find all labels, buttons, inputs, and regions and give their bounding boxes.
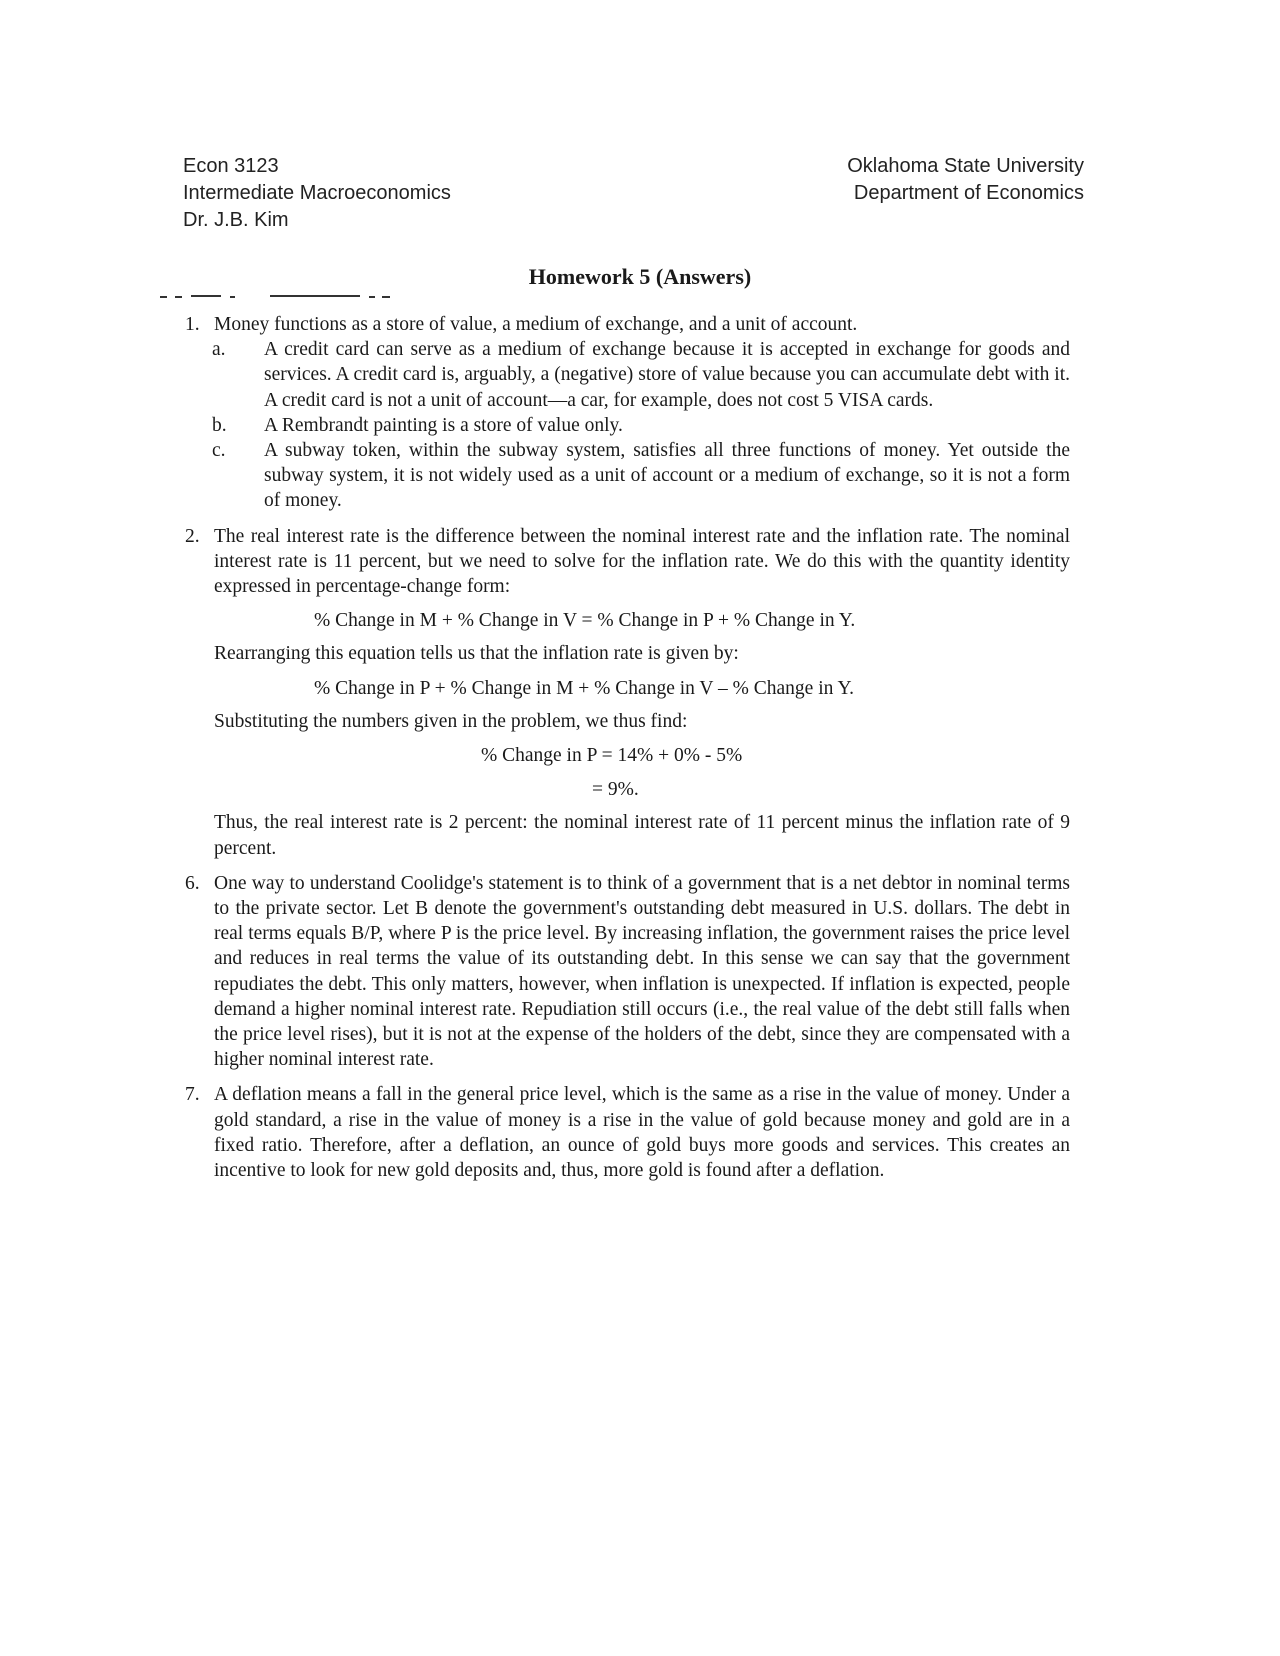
answer-text: One way to understand Coolidge's statement is to think of a government that is a net debtor in nominal terms to the private sector. Let B denote the government's outstanding debt measured in U.S. dollars. The debt in real terms equals B/P, where P is the price level. By increasing inflation, the government raises the price level and reduces in real terms the value of its outstanding debt. In this sense we can say that the government repudiates the debt. This only matters, however, when inflation is unexpected. If inflation is expected, people demand a higher nominal interest rate. Repudiation still occurs (i.e., the real value of the debt still falls when the price level rises), but it is not at the expense of the holders of the debt, since they are compensated with a higher nominal interest rate. xyxy=(214,872,1070,1071)
answer-text: A deflation means a fall in the general price level, which is the same as a rise in the value of money. Under a gold standard, a rise in the value of money is a rise in the value of gold because money and gold are in a fixed ratio. Therefore, after a deflation, an ounce of gold buys more goods and services. This creates an incentive to look for new gold deposits and, thus, more gold is found after a deflation. xyxy=(214,1084,1070,1182)
answer-1c xyxy=(185,438,1070,514)
question-number: 6. xyxy=(185,872,200,894)
sub-label: a. xyxy=(212,339,226,361)
department-name: Department of Economics xyxy=(853,182,1084,204)
institution-info xyxy=(780,153,1084,207)
course-number: Econ 3123 xyxy=(183,155,279,177)
university-name: Oklahoma State University xyxy=(847,155,1084,177)
page-title: Homework 5 (Answers) xyxy=(528,264,752,289)
equation-result: = 9%. xyxy=(592,779,639,801)
answer-1b xyxy=(185,413,1070,438)
answer-1a xyxy=(185,337,1070,413)
instructor-name: Dr. J.B. Kim xyxy=(183,209,289,231)
substitute-text: Substituting the numbers given in the problem, we thus find: xyxy=(214,710,688,732)
answer-text: The real interest rate is the difference between the nominal interest rate and the inflation rate. The nominal interest rate is 11 percent, but we need to solve for the inflation rate. We do this with the quantity identity expressed in percentage-change form: xyxy=(214,525,1070,598)
question-number: 1. xyxy=(185,314,200,335)
answer-body xyxy=(185,312,1070,1183)
quantity-equation: % Change in M + % Change in V = % Change in P + % Change in Y. xyxy=(314,610,856,632)
inflation-equation: % Change in P + % Change in M + % Change in V – % Change in Y. xyxy=(314,677,854,699)
answer-text: Money functions as a store of value, a medium of exchange, and a unit of account. xyxy=(214,314,858,335)
sub-text: A subway token, within the subway system, satisfies all three functions of money. Yet outside the subway system, it is not widely used as a unit of account or a medium of exchange, so it is not a form of money. xyxy=(264,440,1070,512)
scan-rule-mark xyxy=(230,296,235,298)
question-number: 2. xyxy=(185,525,200,547)
question-number: 7. xyxy=(185,1084,200,1106)
scan-rule-mark xyxy=(369,296,375,298)
answer-2 xyxy=(185,524,1070,861)
sub-label: c. xyxy=(212,440,226,462)
scan-rule-mark xyxy=(175,296,182,298)
answer-1 xyxy=(185,312,1070,514)
rearrange-text: Rearranging this equation tells us that the inflation rate is given by: xyxy=(214,643,739,665)
scan-rule-mark xyxy=(382,296,390,298)
scan-rule-mark xyxy=(270,295,360,297)
sub-text: A credit card can serve as a medium of exchange because it is accepted in exchange for goods and services. A credit card is, arguably, a (negative) store of value because you can accumulate debt with it. A credit card is not a unit of account—a car, for example, does not cost 5 VISA cards. xyxy=(264,339,1070,411)
sub-text: A Rembrandt painting is a store of value only. xyxy=(264,414,623,436)
answer-6 xyxy=(185,871,1070,1073)
substituted-equation: % Change in P = 14% + 0% - 5% xyxy=(481,745,743,767)
conclusion-text: Thus, the real interest rate is 2 percent: the nominal interest rate of 11 percent minus the inflation rate of 9 percent. xyxy=(214,812,1070,859)
scan-rule-mark xyxy=(160,296,167,298)
course-title: Intermediate Macroeconomics xyxy=(183,182,451,204)
sub-label: b. xyxy=(212,414,227,436)
course-info xyxy=(183,153,451,234)
answer-7 xyxy=(185,1082,1070,1183)
scan-rule-mark xyxy=(191,295,221,297)
